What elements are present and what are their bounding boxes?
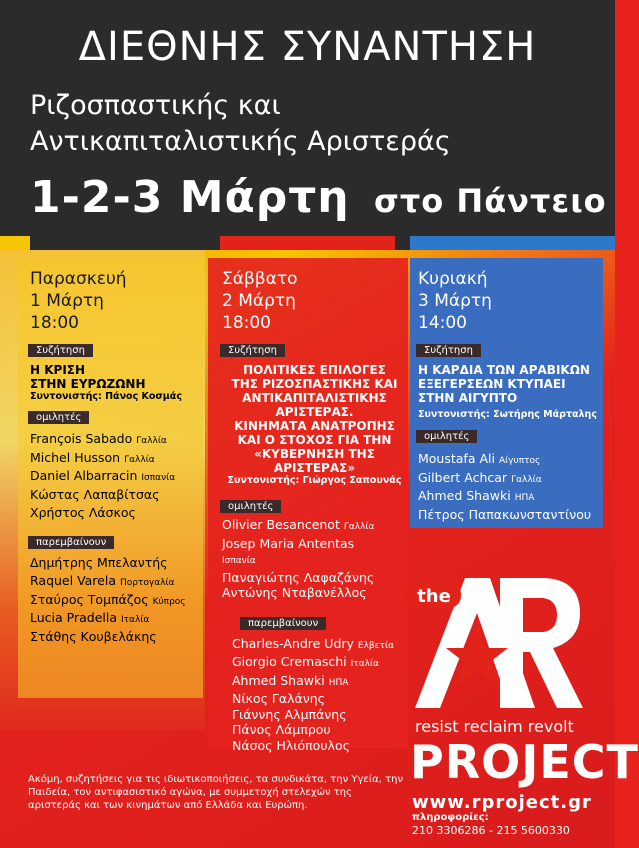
friday-topic-line1: Η ΚΡΙΣΗ (30, 363, 86, 377)
list-item: Στάθης Κουβελάκης (30, 628, 157, 644)
saturday-discussion-tag: Συζήτηση (220, 344, 285, 357)
logo-project: PROJECT (410, 735, 639, 789)
list-item: Χρήστος Λάσκος (30, 505, 136, 520)
friday-coordinator: Συντονιστής: Πάνος Κοσμάς (30, 391, 182, 402)
list-item: Olivier Besancenot Γαλλία (222, 517, 375, 532)
friday-date: 1 Μάρτη (30, 291, 104, 311)
list-item: Σταύρος Τομπάζος Κύπρος (30, 591, 186, 607)
sunday-day: Κυριακή (418, 269, 488, 289)
friday-day: Παρασκευή (30, 269, 127, 289)
friday-participants-list (30, 555, 205, 648)
list-item: Ισπανία (222, 556, 256, 566)
friday-time: 18:00 (30, 313, 79, 333)
event-subtitle-line1: Ριζοσπαστικής και (30, 90, 281, 121)
friday-topic-line2: ΣΤΗΝ ΕΥΡΩΖΩΝΗ (30, 377, 146, 391)
list-item: Πέτρος Παπακωνσταντίνου (418, 506, 592, 522)
sunday-coordinator: Συντονιστής: Σωτήρης Μάρταλης (418, 409, 597, 420)
list-item: Ahmed Shawki ΗΠΑ (418, 488, 535, 503)
event-subtitle-line2: Αντικαπιταλιστικής Αριστεράς (30, 126, 451, 157)
list-item: Νίκος Γαλάνης (232, 691, 325, 706)
list-item: François Sabado Γαλλία (30, 431, 167, 446)
friday-discussion-tag: Συζήτηση (28, 344, 93, 357)
list-item: Raquel Varela Πορτογαλία (30, 573, 175, 588)
list-item: Josep Maria Antentas (222, 535, 355, 551)
saturday-topic: ΠΟΛΙΤΙΚΕΣ ΕΠΙΛΟΓΕΣ ΤΗΣ ΡΙΖΟΣΠΑΣΤΙΚΗΣ ΚΑΙ ΑΝΤΙΚΑΠΙΤΑΛΙΣΤΙΚΗΣ ΑΡΙΣΤΕΡΑΣ. ΚΙΝΗΜΑΤΑ ΑΝΑΤΡΟΠΗΣ ΚΑΙ Ο ΣΤΟΧΟΣ ΓΙΑ ΤΗΝ «ΚΥΒΕΡΝΗΣΗ ΤΗΣ ΑΡΙΣΤΕΡΑΣ» (231, 363, 398, 475)
sunday-date: 3 Μάρτη (418, 291, 492, 311)
list-item: Michel Husson Γαλλία (30, 449, 155, 465)
sunday-topic: Η ΚΑΡΔΙΑ ΤΩΝ ΑΡΑΒΙΚΩΝ ΕΞΕΓΕΡΣΕΩΝ ΚΤΥΠΑΕΙ ΣΤΗΝ ΑΙΓΥΠΤΟ (418, 363, 590, 405)
event-dates-text: 1-2-3 Μάρτη (30, 172, 350, 223)
list-item: Charles-Andre Udry Ελβετία (232, 635, 394, 651)
sunday-column (418, 268, 603, 522)
ar-logo-graphic (405, 568, 585, 718)
list-item: Πάνος Λάμπρου (232, 722, 331, 737)
logo-slogan: resist reclaim revolt (415, 717, 574, 736)
info-label: πληροφορίες: (412, 812, 489, 823)
saturday-column (222, 268, 407, 753)
color-stripes (0, 236, 615, 250)
yellow-stripe (0, 236, 30, 250)
sunday-speakers-tag: ομιλητές (416, 430, 477, 443)
header-banner (0, 0, 615, 250)
list-item: Παναγιώτης Λαφαζάνης (222, 569, 375, 585)
saturday-speakers-list (222, 517, 407, 601)
logo-letter-r-shape (500, 578, 583, 708)
saturday-date: 2 Μάρτη (222, 291, 296, 311)
sunday-discussion-tag: Συζήτηση (416, 344, 481, 357)
friday-speakers-tag: ομιλητές (28, 411, 89, 424)
list-item: Moustafa Ali Αίγυπτος (418, 451, 541, 466)
list-item: Δημήτρης Μπελαντής (30, 554, 168, 570)
footer-note: Ακόμη, συζητήσεις για τις ιδιωτικοποιήσεις, τα συνδικάτα, την Υγεία, την Παιδεία, τον αντιφασιστικό αγώνα, με συμμετοχή στελεχών της αριστεράς και των κινημάτων από Ελλάδα και Ευρώπη. (28, 774, 404, 811)
saturday-coordinator: Συντονιστής: Γιώργος Σαπουνάς (227, 475, 402, 486)
red-stripe (220, 236, 395, 250)
saturday-day: Σάββατο (222, 269, 298, 289)
list-item: Lucia Pradella Ιταλία (30, 610, 150, 625)
event-dates (30, 172, 607, 223)
event-title: ΔΙΕΘΝΗΣ ΣΥΝΑΝΤΗΣΗ (78, 24, 537, 70)
list-item: Giorgio Cremaschi Ιταλία (232, 654, 379, 669)
event-place: στο Πάντειο (373, 182, 607, 220)
saturday-participants-list (222, 636, 407, 754)
friday-speakers-list (30, 431, 205, 524)
website-link[interactable]: www.rproject.gr (412, 792, 592, 813)
blue-stripe (410, 236, 615, 250)
phone-numbers: 210 3306286 - 215 5600330 (412, 824, 570, 837)
list-item: Νάσος Ηλιόπουλος (232, 737, 350, 753)
list-item: Αντώνης Νταβανέλλος (222, 585, 367, 600)
list-item: Daniel Albarracin Ισπανία (30, 468, 176, 483)
ar-logo (405, 568, 585, 718)
friday-participants-tag: παρεμβαίνουν (28, 536, 114, 549)
saturday-time: 18:00 (222, 313, 271, 333)
saturday-speakers-tag: ομιλητές (220, 500, 281, 513)
friday-column (30, 268, 205, 647)
saturday-participants-tag: παρεμβαίνουν (240, 617, 326, 630)
sunday-time: 14:00 (418, 313, 467, 333)
sunday-speakers-list (418, 451, 603, 522)
list-item: Κώστας Λαπαβίτσας (30, 486, 160, 502)
logo-the-text: the (417, 586, 451, 607)
list-item: Gilbert Achcar Γαλλία (418, 469, 542, 485)
list-item: Γιάννης Αλμπάνης (232, 706, 347, 722)
list-item: Ahmed Shawki ΗΠΑ (232, 672, 349, 688)
